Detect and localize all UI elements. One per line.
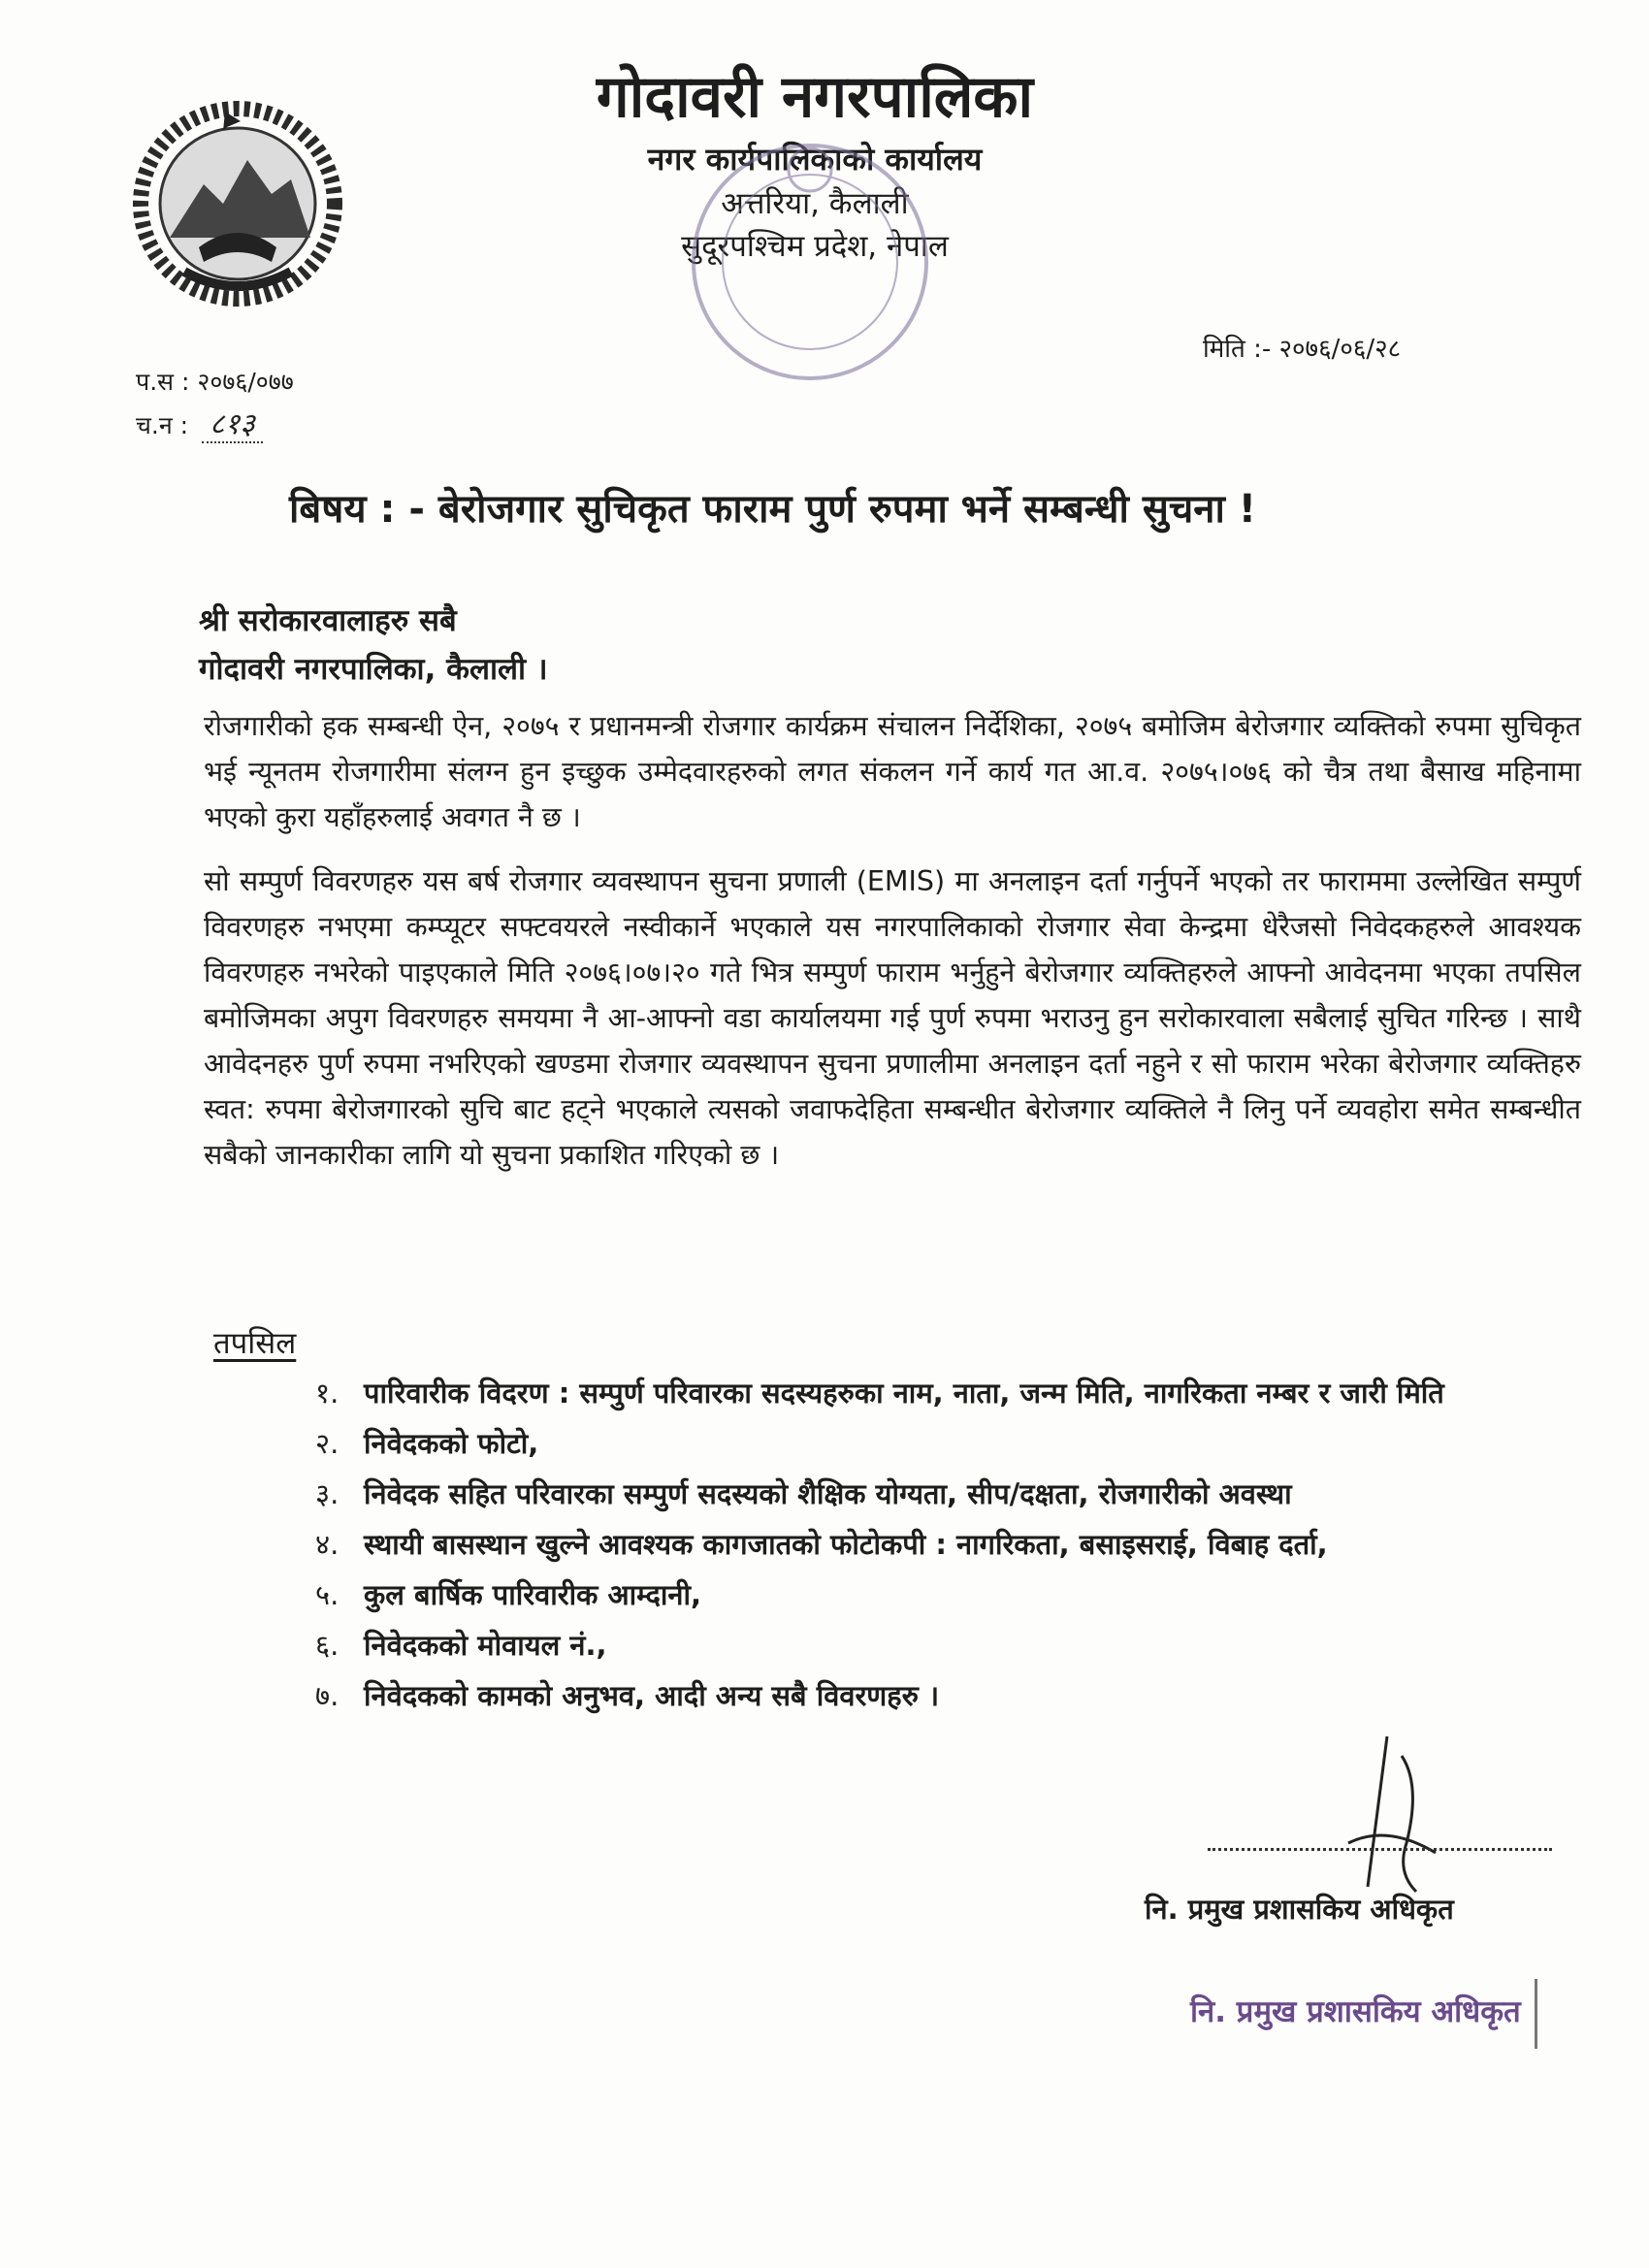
list-item-number: २. (315, 1427, 340, 1460)
office-seal-stamp (669, 121, 951, 403)
list-item-text: पारिवारीक विदरण : सम्पुर्ण परिवारका सदस्यहरुका नाम, नाता, जन्म मिति, नागरिकता नम्बर र जारी मिति (364, 1377, 1444, 1409)
list-item-number: ५. (315, 1578, 340, 1611)
list-item-number: ७. (315, 1679, 340, 1712)
list-item-number: ३. (315, 1477, 340, 1510)
organization-name: गोदावरी नगरपालिका (596, 63, 1034, 131)
cn-label: च.न : (136, 411, 189, 439)
list-item-text: निवेदक सहित परिवारका सम्पुर्ण सदस्यको शैक्षिक योग्यता, सीप/दक्षता, रोजगारीको अवस्था (364, 1477, 1292, 1510)
addressee-line-1: श्री सरोकारवालाहरु सबै (199, 603, 457, 638)
body-paragraph-2: सो सम्पुर्ण विवरणहरु यस बर्ष रोजगार व्यवस्थापन सुचना प्रणाली (EMIS) मा अनलाइन दर्ता गर्नुपर्ने भएको तर फाराममा उल्लेखित सम्पुर्ण विवरणहरु नभएमा कम्प्यूटर सफ्टवयरले नस्वीकार्ने भएकाले यस नगरपालिकाको रोजगार सेवा केन्द्रमा धेरैजसो निवेदकहरुले आवश्यक विवरणहरु नभरेको पाइएकाले मिति २०७६।०७।२० गते भित्र सम्पुर्ण फाराम भर्नुहुने बेरोजगार व्यक्तिहरुले आफ्नो आवेदनमा भएका तपसिल बमोजिमका अपुग विवरणहरु समयमा नै आ-आफ्नो वडा कार्यालयमा गई पुर्ण रुपमा भराउनु हुन सरोकारवाला सबैलाई सुचित गरिन्छ । साथै आवेदनहरु पुर्ण रुपमा नभरिएको खण्डमा रोजगार व्यवस्थापन सुचना प्रणालीमा अनलाइन दर्ता नहुने र सो फाराम भरेका बेरोजगार व्यक्तिहरु स्वत: रुपमा बेरोजगारको सुचि बाट हट्ने भएकाले त्यसको जवाफदेहिता सम्बन्धीत बेरोजगार व्यक्तिले नै लिनु पर्ने व्यवहोरा समेत सम्बन्धीत सबैको जानकारीका लागि यो सुचना प्रकाशित गरिएको छ । (204, 865, 1581, 1171)
ps-value: २०७६/०७७ (197, 368, 294, 396)
address-line-2: सुदूरपश्चिम प्रदेश, नेपाल (681, 229, 949, 264)
letter-date: मिति :- २०७६/०६/२८ (1203, 335, 1402, 364)
list-item (315, 1418, 1576, 1469)
subject-line: बिषय : - बेरोजगार सुचिकृत फाराम पुर्ण रुपमा भर्ने सम्बन्धी सुचना ! (289, 487, 1256, 532)
list-item (315, 1469, 1576, 1519)
list-item-number: १. (315, 1377, 340, 1409)
list-item-text: निवेदकको मोवायल नं., (364, 1629, 607, 1662)
addressee-block (199, 597, 548, 694)
address-line-1: अत्तरिया, कैलाली (721, 186, 909, 221)
signatory-title: नि. प्रमुख प्रशासकिय अधिकृत (1145, 1893, 1454, 1926)
list-item-text: स्थायी बासस्थान खुल्ने आवश्यक कागजातको फोटोकपी : नागरिकता, बसाइसराई, विबाह दर्ता, (364, 1528, 1328, 1561)
details-heading: तपसिल (213, 1326, 297, 1361)
list-item-number: ६. (315, 1629, 340, 1662)
signature-line (1208, 1848, 1552, 1851)
reference-cn (136, 404, 294, 447)
list-item (315, 1519, 1576, 1570)
ps-label: प.स : (136, 368, 190, 396)
nepal-emblem-icon (126, 92, 349, 310)
cn-value-handwritten: ८१३ (202, 407, 263, 443)
list-item-text: निवेदकको फोटो, (364, 1427, 539, 1460)
reference-block (136, 361, 294, 447)
list-item (315, 1368, 1576, 1418)
list-item (315, 1670, 1576, 1721)
signatory-stamp: नि. प्रमुख प्रशासकिय अधिकृत (1179, 1979, 1537, 2049)
handwritten-signature-icon (1329, 1727, 1455, 1896)
addressee-line-2: गोदावरी नगरपालिका, कैलाली । (199, 652, 548, 687)
office-name: नगर कार्यपालिकाको कार्यालय (647, 141, 983, 178)
body-paragraph-1: रोजगारीको हक सम्बन्धी ऐन, २०७५ र प्रधानमन्त्री रोजगार कार्यक्रम संचालन निर्देशिका, २०७५ बमोजिम बेरोजगार व्यक्तिको रुपमा सुचिकृत भई न्यूनतम रोजगारीमा संलग्न हुन इच्छुक उम्मेदवारहरुको लगत संकलन गर्ने कार्य गत आ.व. २०७५।०७६ को चैत्र तथा बैसाख महिनामा भएको कुरा यहाँहरुलाई अवगत नै छ । (204, 710, 1581, 833)
reference-ps (136, 361, 294, 404)
list-item-text: निवेदकको कामको अनुभव, आदी अन्य सबै विवरणहरु । (364, 1679, 940, 1712)
list-item-text: कुल बार्षिक पारिवारीक आम्दानी, (364, 1578, 701, 1611)
list-item-number: ४. (315, 1528, 340, 1561)
list-item (315, 1620, 1576, 1670)
details-list (315, 1368, 1576, 1721)
list-item (315, 1570, 1576, 1620)
